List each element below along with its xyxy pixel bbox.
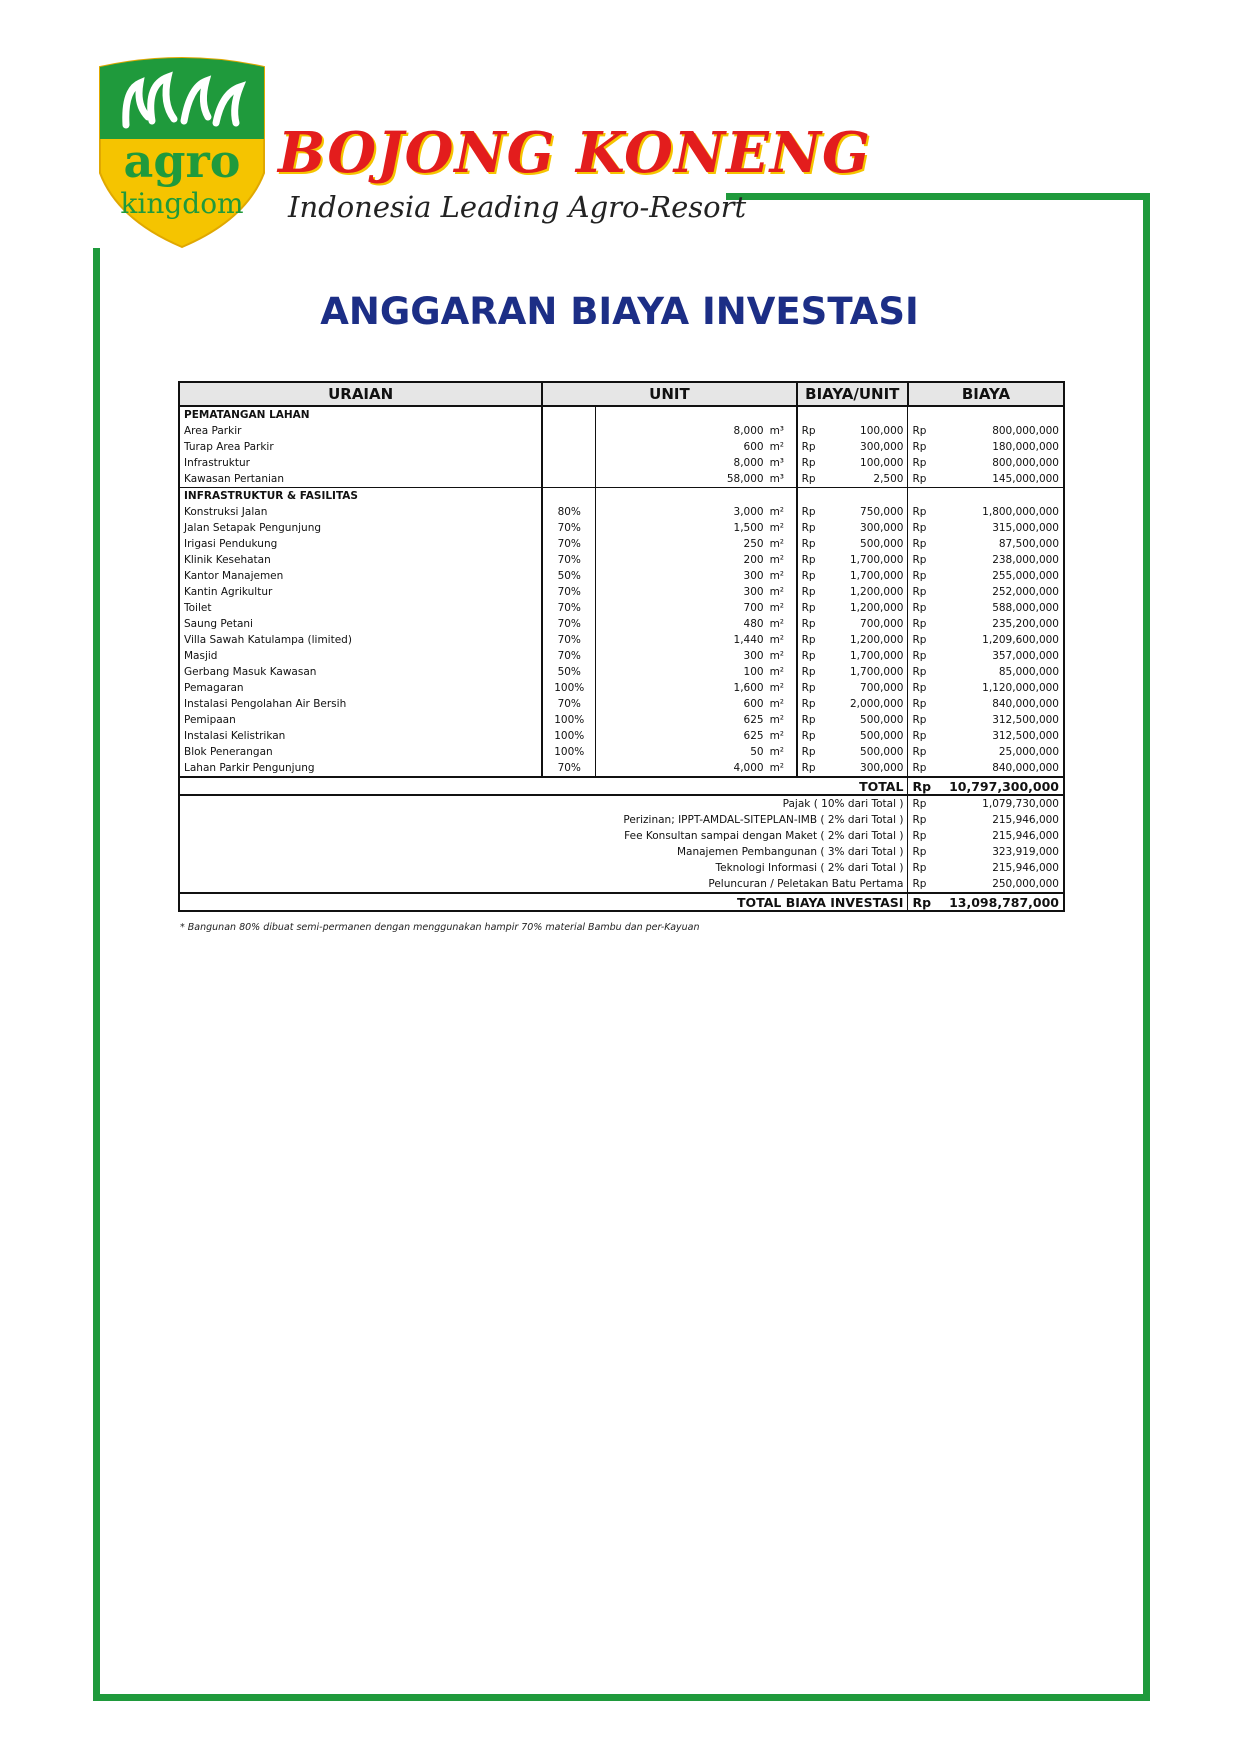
currency-label: Rp — [797, 552, 822, 568]
unit-cost-cell — [821, 488, 908, 505]
table-row — [179, 632, 1064, 648]
item-unit-cost: 1,700,000 — [850, 569, 904, 582]
item-unit: m² — [769, 649, 785, 662]
item-quantity: 300 m² — [596, 584, 797, 600]
currency-label: Rp — [908, 552, 937, 568]
item-cost: 312,500,000 — [937, 712, 1064, 728]
item-cost: 25,000,000 — [937, 744, 1064, 760]
additional-cost-row — [179, 876, 1064, 893]
currency-label: Rp — [908, 844, 937, 860]
item-cost: 588,000,000 — [937, 600, 1064, 616]
table-row — [179, 680, 1064, 696]
item-percentage: 70% — [542, 552, 595, 568]
currency-label: Rp — [908, 680, 937, 696]
item-unit-cost: 750,000 — [860, 505, 904, 518]
item-quantity: 4,000 m² — [596, 760, 797, 777]
additional-cost-label: Perizinan; IPPT-AMDAL-SITEPLAN-IMB ( 2% dari Total ) — [179, 812, 908, 828]
item-name: Kantin Agrikultur — [179, 584, 542, 600]
item-quantity: 50 m² — [596, 744, 797, 760]
additional-cost-value: 215,946,000 — [937, 812, 1064, 828]
currency-cell — [797, 406, 822, 423]
table-row — [179, 520, 1064, 536]
item-unit-cost: 500,000 — [860, 745, 904, 758]
item-unit: m² — [769, 665, 785, 678]
item-cost: 145,000,000 — [937, 471, 1064, 488]
currency-label: Rp — [908, 760, 937, 777]
item-unit-cost: 1,200,000 — [850, 585, 904, 598]
item-unit-cost: 500,000 — [860, 729, 904, 742]
item-quantity: 300 m² — [596, 648, 797, 664]
item-unit: m² — [769, 729, 785, 742]
budget-body — [179, 406, 1064, 911]
item-quantity: 250 m² — [596, 536, 797, 552]
item-cost: 87,500,000 — [937, 536, 1064, 552]
item-percentage: 50% — [542, 664, 595, 680]
item-quantity: 480 m² — [596, 616, 797, 632]
currency-label: Rp — [908, 584, 937, 600]
frame-right-border — [1143, 193, 1150, 1701]
item-percentage: 70% — [542, 600, 595, 616]
item-quantity: 1,440 m² — [596, 632, 797, 648]
additional-cost-row — [179, 844, 1064, 860]
item-unit: m² — [769, 505, 785, 518]
item-quantity: 1,500 m² — [596, 520, 797, 536]
col-header-uraian: URAIAN — [179, 382, 542, 406]
additional-cost-label: Fee Konsultan sampai dengan Maket ( 2% dari Total ) — [179, 828, 908, 844]
item-name: Kawasan Pertanian — [179, 471, 542, 488]
currency-label: Rp — [908, 893, 937, 911]
item-percentage: 50% — [542, 568, 595, 584]
table-row — [179, 760, 1064, 777]
currency-label: Rp — [908, 828, 937, 844]
item-percentage — [542, 423, 595, 439]
table-row — [179, 584, 1064, 600]
currency-label: Rp — [908, 777, 937, 795]
table-row — [179, 568, 1064, 584]
item-percentage: 70% — [542, 584, 595, 600]
item-unit: m² — [769, 761, 785, 774]
currency-label: Rp — [908, 568, 937, 584]
additional-cost-row — [179, 828, 1064, 844]
item-unit: m² — [769, 521, 785, 534]
pct-cell — [542, 488, 595, 505]
item-unit-cost: 1,700,000 — [850, 553, 904, 566]
item-name: Klinik Kesehatan — [179, 552, 542, 568]
additional-cost-label: Pajak ( 10% dari Total ) — [179, 795, 908, 812]
total-row — [179, 777, 1064, 795]
additional-cost-row — [179, 795, 1064, 812]
table-row — [179, 439, 1064, 455]
item-name: Jalan Setapak Pengunjung — [179, 520, 542, 536]
unit-cost-cell — [821, 406, 908, 423]
item-name: Toilet — [179, 600, 542, 616]
table-row — [179, 600, 1064, 616]
item-cost: 255,000,000 — [937, 568, 1064, 584]
item-percentage — [542, 455, 595, 471]
item-unit-cost: 1,700,000 — [850, 665, 904, 678]
currency-label: Rp — [797, 632, 822, 648]
item-name: Villa Sawah Katulampa (limited) — [179, 632, 542, 648]
item-quantity: 3,000 m² — [596, 504, 797, 520]
table-row — [179, 504, 1064, 520]
item-quantity: 8,000 m³ — [596, 455, 797, 471]
table-row — [179, 664, 1064, 680]
currency-label: Rp — [797, 439, 822, 455]
currency-label: Rp — [908, 616, 937, 632]
item-cost: 1,209,600,000 — [937, 632, 1064, 648]
currency-label: Rp — [797, 520, 822, 536]
currency-label: Rp — [908, 455, 937, 471]
item-unit-cost: 1,200,000 — [850, 601, 904, 614]
additional-cost-value: 323,919,000 — [937, 844, 1064, 860]
currency-label: Rp — [908, 728, 937, 744]
item-quantity: 58,000 m³ — [596, 471, 797, 488]
table-row — [179, 536, 1064, 552]
item-percentage: 100% — [542, 728, 595, 744]
item-cost: 800,000,000 — [937, 423, 1064, 439]
item-name: Irigasi Pendukung — [179, 536, 542, 552]
item-name: Infrastruktur — [179, 455, 542, 471]
item-unit: m² — [769, 601, 785, 614]
currency-label: Rp — [797, 600, 822, 616]
table-row — [179, 552, 1064, 568]
pct-cell — [542, 406, 595, 423]
item-unit-cost: 100,000 — [860, 424, 904, 437]
item-quantity: 600 m² — [596, 439, 797, 455]
item-unit: m² — [769, 585, 785, 598]
currency-label: Rp — [908, 876, 937, 893]
item-cost: 800,000,000 — [937, 455, 1064, 471]
item-name: Saung Petani — [179, 616, 542, 632]
item-unit: m² — [769, 617, 785, 630]
currency-label: Rp — [797, 696, 822, 712]
section-heading-row — [179, 488, 1064, 505]
grand-total-label: TOTAL BIAYA INVESTASI — [179, 893, 908, 911]
additional-cost-value: 215,946,000 — [937, 860, 1064, 876]
item-unit: m² — [769, 440, 785, 453]
item-cost: 238,000,000 — [937, 552, 1064, 568]
item-percentage: 70% — [542, 760, 595, 777]
item-percentage: 70% — [542, 536, 595, 552]
item-name: Lahan Parkir Pengunjung — [179, 760, 542, 777]
table-row — [179, 471, 1064, 488]
currency-label: Rp — [908, 439, 937, 455]
item-unit: m³ — [769, 424, 785, 437]
item-cost: 235,200,000 — [937, 616, 1064, 632]
currency-label: Rp — [908, 648, 937, 664]
item-quantity: 200 m² — [596, 552, 797, 568]
table-row — [179, 696, 1064, 712]
item-percentage: 100% — [542, 712, 595, 728]
item-percentage: 100% — [542, 744, 595, 760]
item-quantity: 100 m² — [596, 664, 797, 680]
item-percentage — [542, 471, 595, 488]
item-cost: 840,000,000 — [937, 760, 1064, 777]
item-unit: m² — [769, 713, 785, 726]
item-unit: m² — [769, 681, 785, 694]
item-name: Pemipaan — [179, 712, 542, 728]
item-quantity: 625 m² — [596, 712, 797, 728]
grand-total-value: 13,098,787,000 — [937, 893, 1064, 911]
item-quantity: 700 m² — [596, 600, 797, 616]
item-unit: m³ — [769, 472, 785, 485]
item-cost: 357,000,000 — [937, 648, 1064, 664]
table-row — [179, 712, 1064, 728]
currency-label: Rp — [797, 744, 822, 760]
item-cost: 252,000,000 — [937, 584, 1064, 600]
currency-label: Rp — [797, 455, 822, 471]
item-cost: 85,000,000 — [937, 664, 1064, 680]
budget-table — [178, 381, 1065, 912]
item-name: Instalasi Kelistrikan — [179, 728, 542, 744]
currency-label: Rp — [908, 423, 937, 439]
item-percentage: 80% — [542, 504, 595, 520]
currency-label: Rp — [908, 536, 937, 552]
item-percentage: 100% — [542, 680, 595, 696]
footnote: * Bangunan 80% dibuat semi-permanen dengan menggunakan hampir 70% material Bambu dan per-Kayuan — [180, 922, 700, 933]
qty-cell — [596, 488, 797, 505]
currency-label: Rp — [908, 632, 937, 648]
qty-cell — [596, 406, 797, 423]
item-unit-cost: 100,000 — [860, 456, 904, 469]
table-row — [179, 744, 1064, 760]
item-percentage: 70% — [542, 616, 595, 632]
currency-label: Rp — [908, 860, 937, 876]
currency-label: Rp — [797, 536, 822, 552]
currency-label: Rp — [797, 471, 822, 488]
currency-label: Rp — [797, 616, 822, 632]
item-percentage: 70% — [542, 696, 595, 712]
item-unit-cost: 500,000 — [860, 713, 904, 726]
table-row — [179, 423, 1064, 439]
table-row — [179, 616, 1064, 632]
total-label: TOTAL — [179, 777, 908, 795]
additional-cost-label: Manajemen Pembangunan ( 3% dari Total ) — [179, 844, 908, 860]
item-cost: 1,800,000,000 — [937, 504, 1064, 520]
currency-label: Rp — [908, 812, 937, 828]
item-unit: m³ — [769, 456, 785, 469]
currency-label: Rp — [908, 520, 937, 536]
item-name: Instalasi Pengolahan Air Bersih — [179, 696, 542, 712]
agro-kingdom-logo — [96, 55, 268, 250]
additional-cost-row — [179, 860, 1064, 876]
currency-label: Rp — [908, 471, 937, 488]
frame-left-border — [93, 248, 100, 1701]
item-cost: 840,000,000 — [937, 696, 1064, 712]
additional-cost-value: 250,000,000 — [937, 876, 1064, 893]
currency-cell — [908, 488, 937, 505]
item-cost: 1,120,000,000 — [937, 680, 1064, 696]
table-row — [179, 648, 1064, 664]
item-unit-cost: 700,000 — [860, 681, 904, 694]
cost-cell — [937, 488, 1064, 505]
currency-label: Rp — [908, 504, 937, 520]
col-header-biaya: BIAYA — [908, 382, 1064, 406]
item-percentage: 70% — [542, 520, 595, 536]
item-unit: m² — [769, 697, 785, 710]
item-unit-cost: 300,000 — [860, 521, 904, 534]
item-quantity: 1,600 m² — [596, 680, 797, 696]
item-name: Kantor Manajemen — [179, 568, 542, 584]
currency-label: Rp — [908, 664, 937, 680]
item-percentage: 70% — [542, 632, 595, 648]
currency-label: Rp — [797, 728, 822, 744]
section-heading: INFRASTRUKTUR & FASILITAS — [179, 488, 542, 505]
item-name: Blok Penerangan — [179, 744, 542, 760]
item-unit-cost: 500,000 — [860, 537, 904, 550]
currency-label: Rp — [908, 600, 937, 616]
item-unit: m² — [769, 553, 785, 566]
logo-word-kingdom: kingdom — [120, 187, 244, 220]
item-quantity: 300 m² — [596, 568, 797, 584]
item-quantity: 600 m² — [596, 696, 797, 712]
item-cost: 315,000,000 — [937, 520, 1064, 536]
currency-label: Rp — [797, 680, 822, 696]
item-quantity: 8,000 m³ — [596, 423, 797, 439]
item-unit: m² — [769, 569, 785, 582]
item-name: Konstruksi Jalan — [179, 504, 542, 520]
item-name: Pemagaran — [179, 680, 542, 696]
item-name: Turap Area Parkir — [179, 439, 542, 455]
additional-cost-label: Teknologi Informasi ( 2% dari Total ) — [179, 860, 908, 876]
item-unit: m² — [769, 633, 785, 646]
currency-label: Rp — [908, 712, 937, 728]
item-name: Area Parkir — [179, 423, 542, 439]
item-quantity: 625 m² — [596, 728, 797, 744]
item-cost: 312,500,000 — [937, 728, 1064, 744]
table-row — [179, 728, 1064, 744]
item-unit-cost: 300,000 — [860, 761, 904, 774]
total-value: 10,797,300,000 — [937, 777, 1064, 795]
item-unit-cost: 2,000,000 — [850, 697, 904, 710]
additional-cost-row — [179, 812, 1064, 828]
grand-total-row — [179, 893, 1064, 911]
additional-cost-value: 1,079,730,000 — [937, 795, 1064, 812]
currency-cell — [797, 488, 822, 505]
item-name: Gerbang Masuk Kawasan — [179, 664, 542, 680]
currency-label: Rp — [797, 648, 822, 664]
item-unit: m² — [769, 745, 785, 758]
item-percentage — [542, 439, 595, 455]
item-unit-cost: 1,200,000 — [850, 633, 904, 646]
currency-label: Rp — [797, 568, 822, 584]
brand-tagline: Indonesia Leading Agro-Resort — [288, 190, 747, 224]
page-title: ANGGARAN BIAYA INVESTASI — [320, 290, 919, 333]
currency-label: Rp — [908, 696, 937, 712]
currency-label: Rp — [797, 423, 822, 439]
item-unit-cost: 300,000 — [860, 440, 904, 453]
additional-cost-label: Peluncuran / Peletakan Batu Pertama — [179, 876, 908, 893]
currency-label: Rp — [797, 760, 822, 777]
table-row — [179, 455, 1064, 471]
additional-cost-value: 215,946,000 — [937, 828, 1064, 844]
table-header-row — [179, 382, 1064, 406]
section-heading: PEMATANGAN LAHAN — [179, 406, 542, 423]
frame-bottom-border — [93, 1694, 1150, 1701]
item-cost: 180,000,000 — [937, 439, 1064, 455]
brand-name: BOJONG KONENG — [278, 120, 871, 186]
currency-cell — [908, 406, 937, 423]
item-unit-cost: 1,700,000 — [850, 649, 904, 662]
item-percentage: 70% — [542, 648, 595, 664]
frame-top-border — [726, 193, 1150, 200]
item-unit-cost: 700,000 — [860, 617, 904, 630]
currency-label: Rp — [797, 504, 822, 520]
item-name: Masjid — [179, 648, 542, 664]
section-heading-row — [179, 406, 1064, 423]
currency-label: Rp — [908, 744, 937, 760]
col-header-unit: UNIT — [542, 382, 796, 406]
currency-label: Rp — [797, 712, 822, 728]
item-unit-cost: 2,500 — [873, 472, 904, 485]
logo-word-agro: agro — [123, 134, 241, 188]
currency-label: Rp — [797, 664, 822, 680]
col-header-biaya-unit: BIAYA/UNIT — [797, 382, 908, 406]
currency-label: Rp — [797, 584, 822, 600]
currency-label: Rp — [908, 795, 937, 812]
item-unit: m² — [769, 537, 785, 550]
cost-cell — [937, 406, 1064, 423]
